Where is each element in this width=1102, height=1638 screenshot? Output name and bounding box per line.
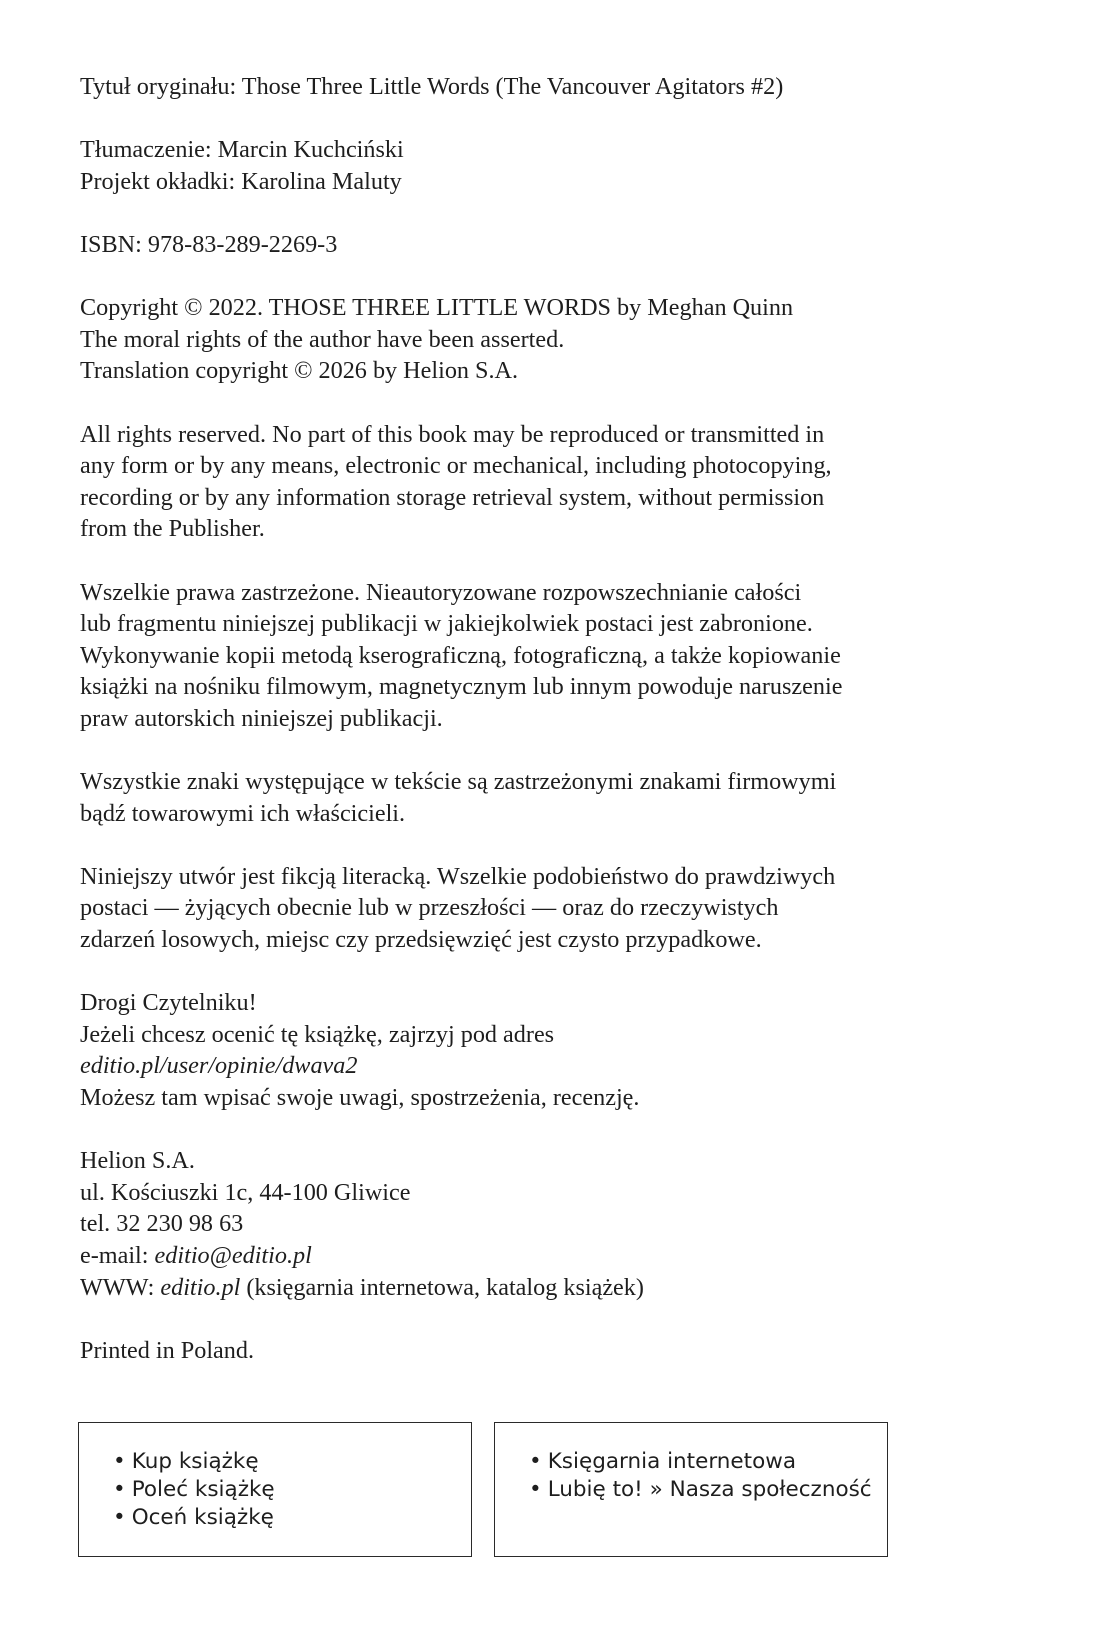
publisher-email-line bbox=[80, 1240, 1040, 1272]
rate-book-label: Oceń książkę bbox=[131, 1505, 274, 1530]
online-bookstore-label: Księgarnia internetowa bbox=[547, 1449, 796, 1474]
rate-prompt: Jeżeli chcesz ocenić tę książkę, zajrzyj pod adres bbox=[80, 1020, 555, 1048]
rights-pl-line: lub fragmentu niniejszej publikacji w jakiejkolwiek postaci jest zabronione. bbox=[80, 610, 813, 638]
rate-note: Możesz tam wpisać swoje uwagi, spostrzeżenia, recenzję. bbox=[80, 1084, 640, 1111]
recommend-book-link[interactable] bbox=[113, 1476, 471, 1504]
community-label: Lubię to! » Nasza społeczność bbox=[547, 1477, 872, 1502]
publisher-address: ul. Kościuszki 1c, 44-100 Gliwice bbox=[80, 1178, 411, 1206]
rights-en-paragraph bbox=[80, 419, 1040, 545]
translator-credit: Tłumaczenie: Marcin Kuchciński bbox=[80, 136, 404, 164]
online-bookstore-link[interactable] bbox=[529, 1448, 887, 1476]
trademarks-line: Wszystkie znaki występujące w tekście są zastrzeżonymi znakami firmowymi bbox=[80, 768, 837, 796]
rights-pl-paragraph bbox=[80, 577, 1040, 735]
www-label: WWW: bbox=[80, 1273, 161, 1301]
cover-credit: Projekt okładki: Karolina Maluty bbox=[80, 167, 402, 195]
publisher-name: Helion S.A. bbox=[80, 1147, 195, 1175]
rights-en-line: All rights reserved. No part of this book may be reproduced or transmitted in bbox=[80, 420, 825, 448]
email-link[interactable]: editio@editio.pl bbox=[154, 1241, 312, 1269]
copyright-line: Copyright © 2022. THOSE THREE LITTLE WORDS by Meghan Quinn bbox=[80, 294, 794, 322]
copyright-line: Translation copyright © 2026 by Helion S.A. bbox=[80, 357, 519, 385]
original-title-paragraph bbox=[80, 71, 1040, 103]
book-actions-box bbox=[78, 1422, 472, 1557]
bullet: • bbox=[113, 1477, 126, 1502]
rights-pl-line: książki na nośniku filmowym, magnetycznym lub innym powoduje naruszenie bbox=[80, 673, 843, 701]
rights-en-line: from the Publisher. bbox=[80, 515, 265, 543]
fiction-line: postaci — żyjących obecnie lub w przeszłości — oraz do rzeczywistych bbox=[80, 894, 779, 922]
email-label: e-mail: bbox=[80, 1241, 155, 1269]
copyright-line: The moral rights of the author have been asserted. bbox=[80, 325, 565, 353]
fiction-paragraph bbox=[80, 861, 1040, 956]
rate-book-link[interactable] bbox=[113, 1504, 471, 1532]
www-link[interactable]: editio.pl bbox=[160, 1273, 241, 1301]
www-note: (księgarnia internetowa, katalog książek) bbox=[240, 1273, 644, 1301]
credits-paragraph bbox=[80, 134, 1040, 197]
community-link[interactable] bbox=[529, 1476, 887, 1504]
printed-in: Printed in Poland. bbox=[80, 1336, 255, 1364]
reader-paragraph bbox=[80, 987, 1040, 1113]
fiction-line: zdarzeń losowych, miejsc czy przedsięwzięć jest czysto przypadkowe. bbox=[80, 926, 762, 954]
bullet: • bbox=[113, 1505, 126, 1530]
copyright-paragraph bbox=[80, 292, 1040, 387]
original-title: Tytuł oryginału: Those Three Little Words (The Vancouver Agitators #2) bbox=[80, 73, 784, 100]
isbn-paragraph bbox=[80, 229, 1040, 261]
isbn: ISBN: 978-83-289-2269-3 bbox=[80, 230, 338, 258]
printed-paragraph bbox=[80, 1335, 1040, 1367]
trademarks-line: bądź towarowymi ich właścicieli. bbox=[80, 799, 406, 827]
rights-en-line: recording or by any information storage retrieval system, without permission bbox=[80, 483, 825, 511]
rights-pl-line: praw autorskich niniejszej publikacji. bbox=[80, 704, 443, 732]
community-box bbox=[494, 1422, 888, 1557]
bullet: • bbox=[529, 1449, 542, 1474]
publisher-phone: tel. 32 230 98 63 bbox=[80, 1210, 244, 1238]
buy-book-link[interactable] bbox=[113, 1448, 471, 1476]
rights-pl-line: Wykonywanie kopii metodą kserograficzną, fotograficzną, a także kopiowanie bbox=[80, 641, 841, 669]
rights-en-line: any form or by any means, electronic or mechanical, including photocopying, bbox=[80, 452, 832, 480]
reader-greeting: Drogi Czytelniku! bbox=[80, 989, 257, 1017]
fiction-line: Niniejszy utwór jest fikcją literacką. Wszelkie podobieństwo do prawdziwych bbox=[80, 862, 836, 890]
recommend-book-label: Poleć książkę bbox=[131, 1477, 275, 1502]
bullet: • bbox=[113, 1449, 126, 1474]
rights-pl-line: Wszelkie prawa zastrzeżone. Nieautoryzowane rozpowszechnianie całości bbox=[80, 578, 802, 606]
publisher-paragraph bbox=[80, 1145, 1040, 1303]
buy-book-label: Kup książkę bbox=[131, 1449, 259, 1474]
publisher-www-line bbox=[80, 1272, 1040, 1304]
trademarks-paragraph bbox=[80, 766, 1040, 829]
bullet: • bbox=[529, 1477, 542, 1502]
imprint-text bbox=[80, 71, 1040, 1398]
rate-url-link[interactable]: editio.pl/user/opinie/dwava2 bbox=[80, 1052, 358, 1080]
